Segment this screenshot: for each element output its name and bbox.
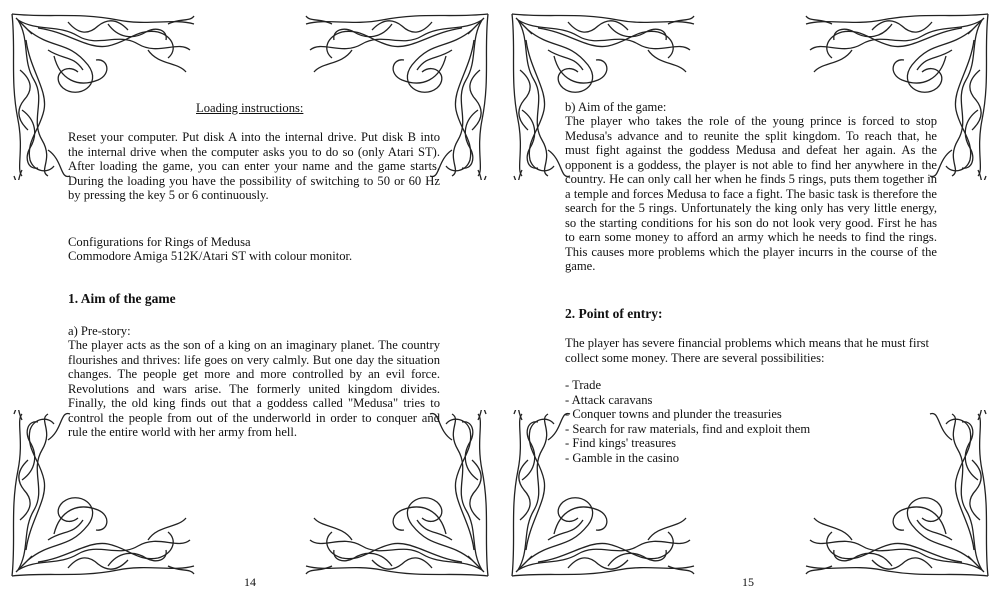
- corner-ornament-icon: [802, 410, 992, 580]
- prestory-text: The player acts as the son of a king on an imaginary planet. The country flourishes and thrives: life goes on very calmly. But one day the situation changes. The people get more and more controlled by an evil force. Revolutions and wars arise. The formerly united kingdom divides. Finally, the old king finds out that a goddess called "Medusa" tries to control the people from out of the underworld in order to conquer and rule the entire world with her army from hell.: [68, 338, 440, 439]
- loading-text: Reset your computer. Put disk A into the internal drive. Put disk B into the internal drive when the computer asks you to do so (only Atari ST). After loading the game, you can enter your name and the game starts. During the loading you have the possibility of switching to 50 or 60 Hz by pressing the key 5 or 6 continuously.: [68, 130, 440, 202]
- aim-label: b) Aim of the game:: [565, 100, 667, 114]
- config-line-2: Commodore Amiga 512K/Atari ST with colour monitor.: [68, 249, 353, 263]
- prestory-label: a) Pre-story:: [68, 324, 131, 338]
- list-item: - Conquer towns and plunder the treasuries: [565, 407, 782, 421]
- right-page: [500, 0, 1000, 598]
- aim-text: The player who takes the role of the young prince is forced to stop Medusa's advance and to reunite the split kingdom. To reach that, he must fight against the goddess Medusa and defeat her again. As the opponent is a goddess, the player is not able to find her anywhere in the country. He can only call her when he finds 5 rings, puts them together in a temple and forces Medusa to face a fight. The basic task is therefore the search for the 5 rings. Unfortunately the king only has very little energy, so the starting conditions for his son do not look very good. First he has to earn some money to afford an army which he needs to find the rings. This causes more problems which the player incurrs in the course of the game.: [565, 114, 937, 273]
- entry-text: The player has severe financial problems which means that he must first collect some money. There are several possibilities:: [565, 336, 930, 365]
- config-line-1: Configurations for Rings of Medusa: [68, 235, 251, 249]
- page-number: 14: [244, 575, 256, 589]
- page-number: 15: [742, 575, 754, 589]
- list-item: - Find kings' treasures: [565, 436, 677, 450]
- section-heading-aim: 1. Aim of the game: [68, 291, 176, 306]
- options-list: [565, 378, 810, 465]
- list-item: - Attack caravans: [565, 392, 653, 407]
- loading-title: Loading instructions:: [196, 101, 304, 115]
- list-item: - Search for raw materials, find and exploit them: [565, 421, 811, 436]
- section-heading-entry: 2. Point of entry:: [565, 306, 663, 321]
- list-item: - Trade: [565, 378, 602, 392]
- list-item: - Gamble in the casino: [565, 450, 680, 465]
